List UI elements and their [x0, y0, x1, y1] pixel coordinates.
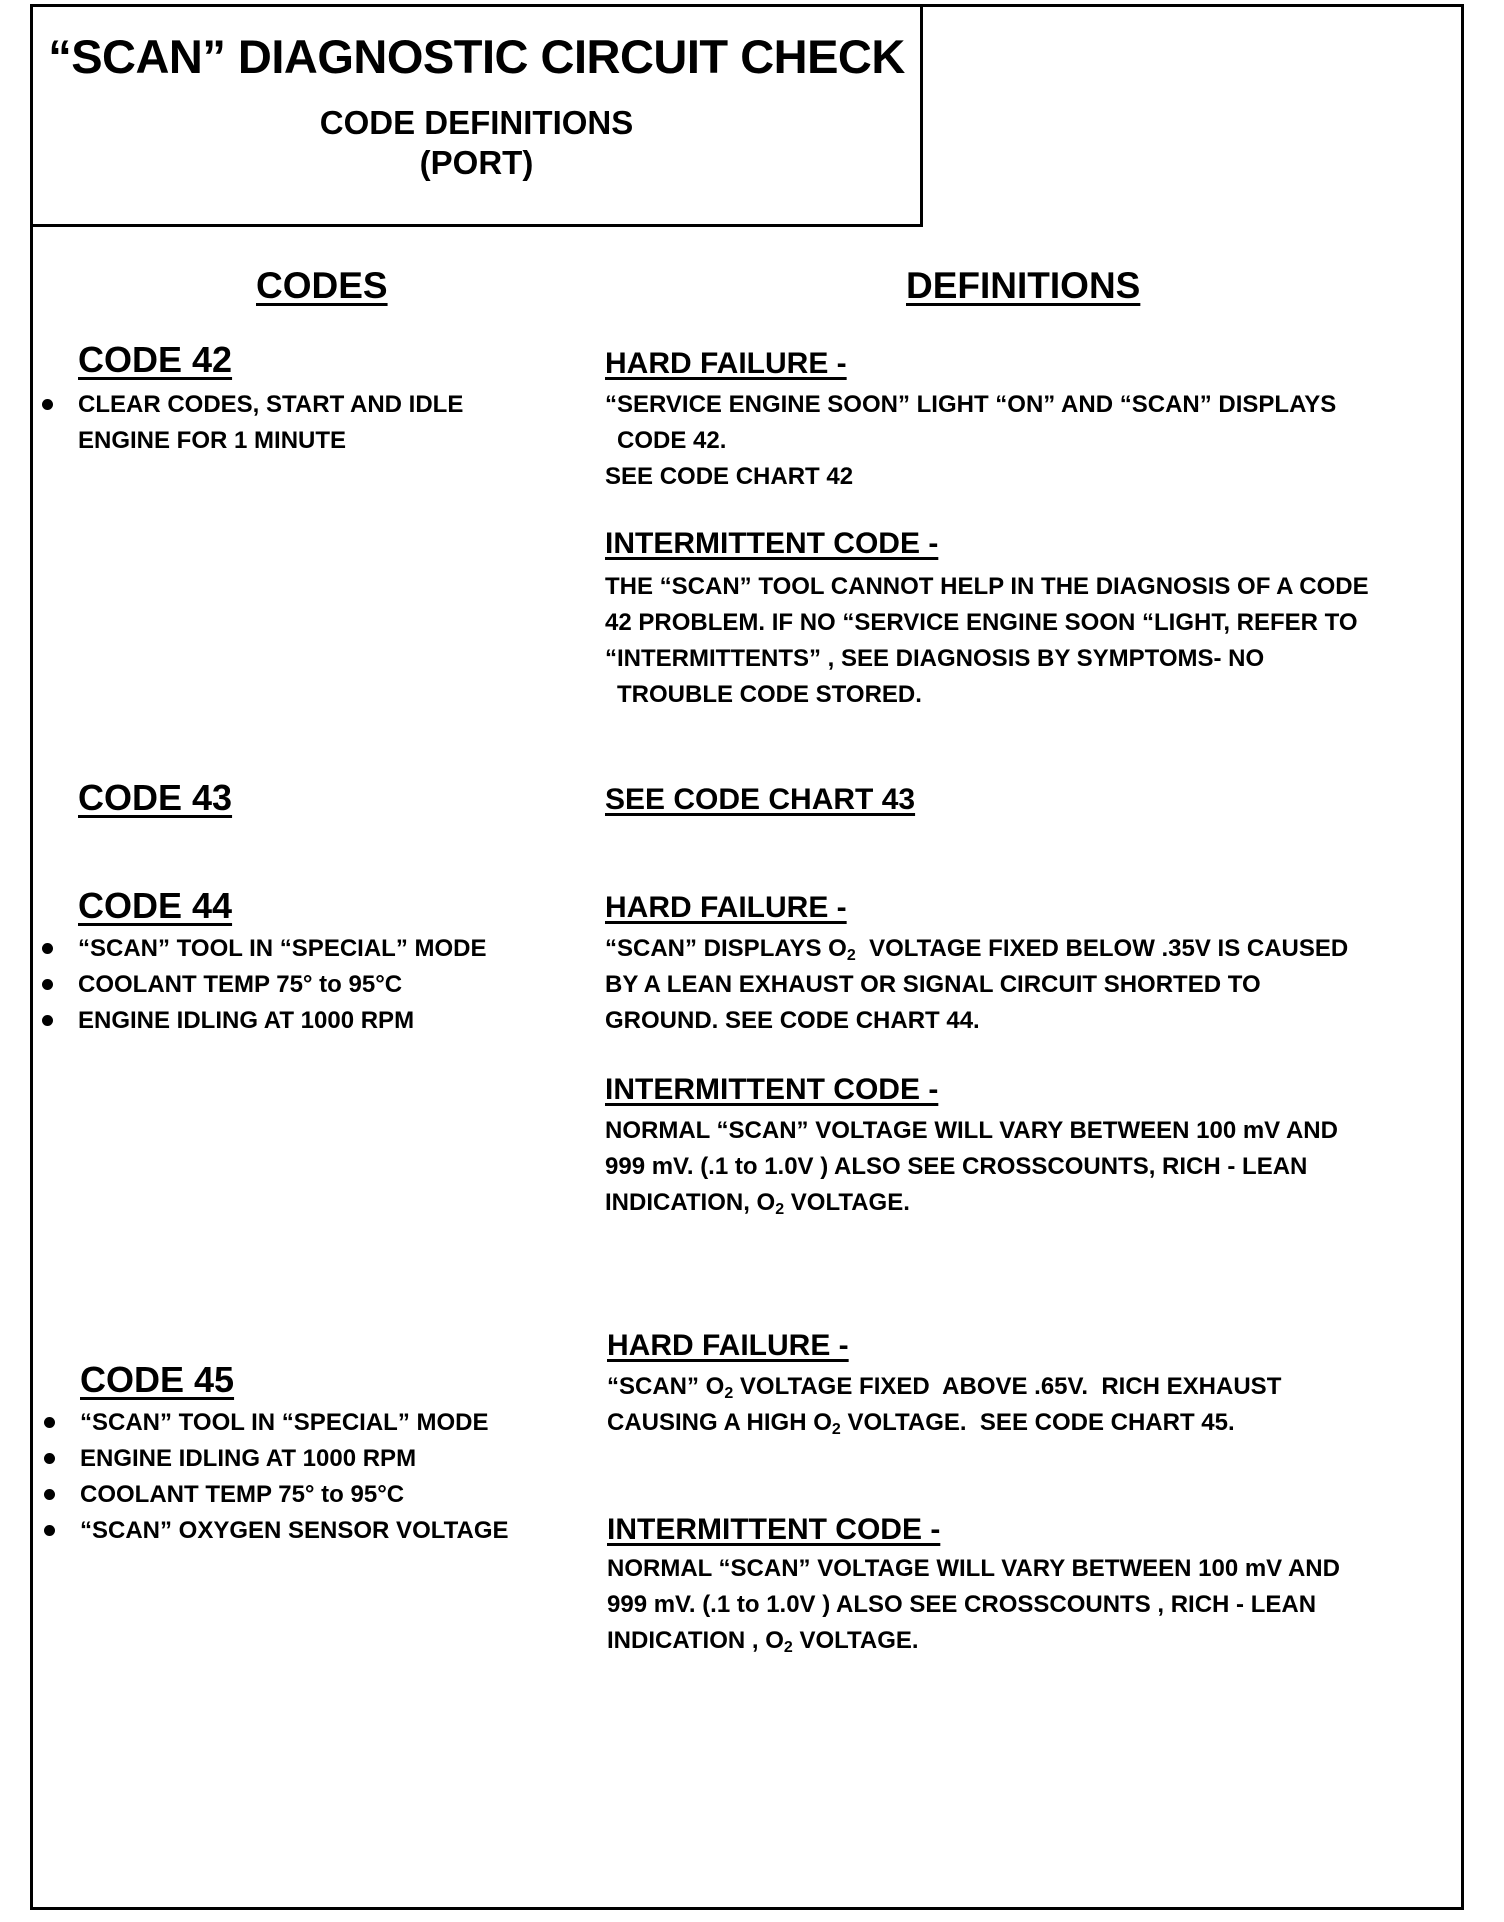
codes-column-heading: CODES: [256, 265, 388, 306]
code-44-intermittent-heading: INTERMITTENT CODE -: [605, 1073, 939, 1106]
list-item: COOLANT TEMP 75° to 95°C: [80, 1477, 509, 1513]
code-44-hard-failure-heading: HARD FAILURE -: [605, 891, 847, 924]
page-frame: [30, 4, 1464, 1910]
code-42-intermittent-heading: INTERMITTENT CODE -: [605, 527, 939, 560]
code-44-hard-failure-text: “SCAN” DISPLAYS $O_2$ VOLTAGE FIXED BELOW .35V IS CAUSED BY A LEAN EXHAUST OR SIGNAL CIRCUIT SHORTED TO GROUND. SEE CODE CHART 44.: [605, 935, 1349, 1034]
code-44-heading: CODE 44: [78, 885, 233, 926]
bullet-icon: [42, 1015, 53, 1026]
list-item: COOLANT TEMP 75° to 95°C: [78, 967, 486, 1003]
bullet-icon: [44, 1525, 55, 1536]
bullet-icon: [44, 1489, 55, 1500]
bullet-icon: [44, 1417, 55, 1428]
list-item: “SCAN” OXYGEN SENSOR VOLTAGE: [80, 1513, 509, 1549]
code-45-conditions: [80, 1405, 509, 1549]
page-title: “SCAN” DIAGNOSTIC CIRCUIT CHECK: [48, 30, 905, 83]
code-45-intermittent-text: NORMAL “SCAN” VOLTAGE WILL VARY BETWEEN 100 mV AND 999 mV. (.1 to 1.0V ) ALSO SEE CROSSCOUNTS , RICH - LEAN INDICATION , $O_2$ VOLTAGE.: [607, 1555, 1340, 1656]
code-44-conditions: [78, 931, 486, 1039]
title-box: [33, 7, 923, 227]
code-45-intermittent-heading: INTERMITTENT CODE -: [607, 1513, 941, 1546]
definitions-column-heading: DEFINITIONS: [906, 265, 1141, 306]
list-item: ENGINE IDLING AT 1000 RPM: [80, 1441, 509, 1477]
code-42-conditions: [78, 387, 463, 459]
code-45-heading: CODE 45: [80, 1359, 235, 1400]
bullet-icon: [44, 1453, 55, 1464]
list-item: ENGINE FOR 1 MINUTE: [78, 427, 347, 454]
code-44-intermittent-text: NORMAL “SCAN” VOLTAGE WILL VARY BETWEEN 100 mV AND 999 mV. (.1 to 1.0V ) ALSO SEE CROSSCOUNTS, RICH - LEAN INDICATION, $O_2$ VOLTAGE.: [605, 1117, 1338, 1218]
list-item: ENGINE IDLING AT 1000 RPM: [78, 1003, 486, 1039]
code-45-hard-failure-heading: HARD FAILURE -: [607, 1329, 849, 1362]
bullet-icon: [42, 979, 53, 990]
code-43-definition: SEE CODE CHART 43: [605, 783, 916, 816]
bullet-icon: [42, 943, 53, 954]
code-42-hard-failure-heading: HARD FAILURE -: [605, 347, 847, 380]
list-item: “SCAN” TOOL IN “SPECIAL” MODE: [78, 931, 486, 967]
code-43-heading: CODE 43: [78, 777, 233, 818]
list-item: “SCAN” TOOL IN “SPECIAL” MODE: [80, 1405, 509, 1441]
subtitle-line-1: CODE DEFINITIONS: [319, 104, 634, 141]
page-subtitle: [33, 103, 920, 183]
code-45-hard-failure-text: “SCAN” $O_2$ VOLTAGE FIXED ABOVE .65V. RICH EXHAUST CAUSING A HIGH $O_2$ VOLTAGE. SEE CODE CHART 45.: [607, 1373, 1282, 1438]
code-42-intermittent-text: THE “SCAN” TOOL CANNOT HELP IN THE DIAGNOSIS OF A CODE 42 PROBLEM. IF NO “SERVICE ENGINE SOON “LIGHT, REFER TO “INTERMITTENTS” , SEE DIAGNOSIS BY SYMPTOMS- NO TROUBLE CODE STORED.: [605, 573, 1369, 708]
code-42-hard-failure-text: “SERVICE ENGINE SOON” LIGHT “ON” AND “SCAN” DISPLAYS CODE 42. SEE CODE CHART 42: [605, 391, 1337, 490]
subtitle-line-2: (PORT): [419, 144, 534, 181]
bullet-icon: [42, 399, 53, 410]
code-42-heading: CODE 42: [78, 339, 233, 380]
list-item: CLEAR CODES, START AND IDLE: [78, 387, 463, 423]
